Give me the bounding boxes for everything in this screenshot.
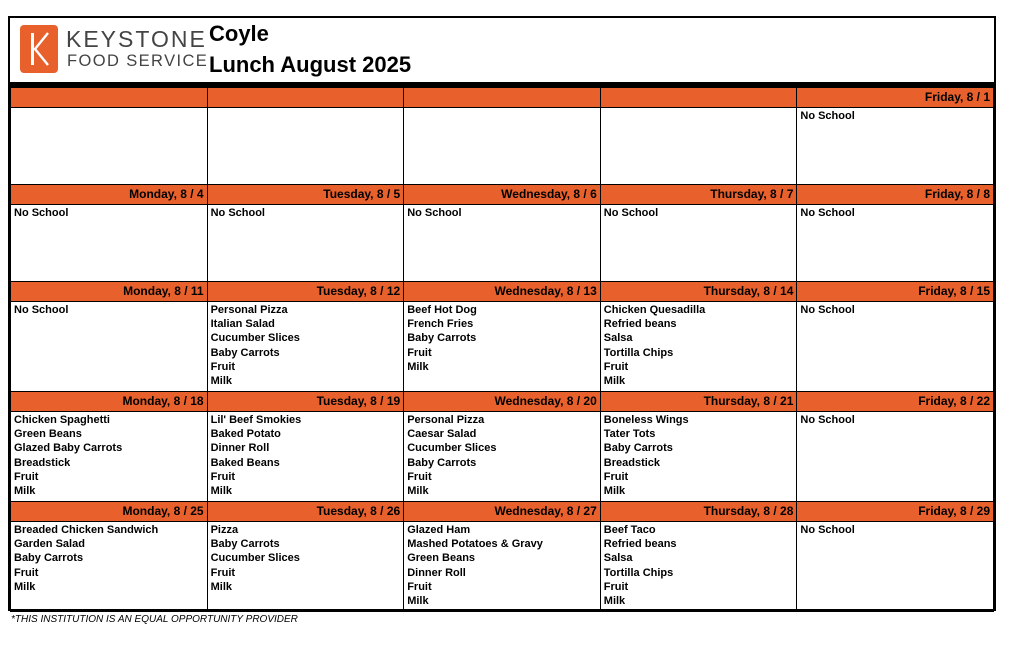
menu-item: Baby Carrots bbox=[603, 442, 673, 455]
day-menu-cell bbox=[207, 205, 404, 282]
day-menu-cell bbox=[797, 205, 994, 282]
menu-item: Salsa bbox=[603, 552, 633, 565]
week-menu-row bbox=[11, 302, 994, 392]
week-header-row bbox=[11, 502, 994, 522]
day-menu-cell bbox=[11, 412, 208, 502]
day-menu-cell bbox=[600, 108, 797, 185]
menu-item: Milk bbox=[603, 375, 626, 388]
menu-item: Fruit bbox=[210, 360, 236, 373]
day-menu-cell bbox=[404, 108, 601, 185]
day-header bbox=[11, 88, 208, 108]
menu-item: Milk bbox=[603, 485, 626, 498]
day-menu-cell bbox=[797, 522, 994, 612]
menu-item: Milk bbox=[210, 375, 232, 388]
menu-item: Salsa bbox=[603, 332, 633, 345]
menu-item: Mashed Potatoes & Gravy bbox=[407, 538, 543, 551]
menu-item: Cucumber Slices bbox=[407, 442, 497, 455]
day-header: Monday, 8 / 18 bbox=[11, 392, 208, 412]
menu-item: No School bbox=[800, 304, 855, 316]
menu-item: No School bbox=[210, 207, 265, 219]
day-menu-cell bbox=[207, 302, 404, 392]
day-menu-cell bbox=[404, 302, 601, 392]
day-header: Wednesday, 8 / 20 bbox=[404, 392, 601, 412]
menu-item: Garden Salad bbox=[14, 538, 85, 551]
menu-item: Milk bbox=[14, 580, 36, 593]
day-menu-cell bbox=[797, 108, 994, 185]
week-header-row bbox=[11, 282, 994, 302]
week-menu-row bbox=[11, 108, 994, 185]
day-menu-cell bbox=[11, 302, 208, 392]
menu-item: Cucumber Slices bbox=[210, 552, 300, 565]
day-header: Monday, 8 / 11 bbox=[11, 282, 208, 302]
menu-item: No School bbox=[800, 524, 855, 536]
menu-item: No School bbox=[407, 207, 462, 219]
menu-item: Fruit bbox=[14, 470, 39, 483]
header bbox=[10, 18, 994, 82]
day-menu-cell bbox=[600, 522, 797, 612]
day-header: Thursday, 8 / 28 bbox=[600, 502, 797, 522]
menu-item: Tortilla Chips bbox=[603, 566, 674, 579]
day-header: Friday, 8 / 8 bbox=[797, 185, 994, 205]
menu-item: Caesar Salad bbox=[407, 428, 477, 441]
menu-item: Personal Pizza bbox=[210, 304, 288, 316]
day-header: Friday, 8 / 15 bbox=[797, 282, 994, 302]
day-menu-cell bbox=[600, 412, 797, 502]
menu-item: Baby Carrots bbox=[14, 552, 84, 565]
menu-item: Lil' Beef Smokies bbox=[210, 414, 302, 426]
menu-item: Green Beans bbox=[14, 428, 82, 441]
day-header: Wednesday, 8 / 27 bbox=[404, 502, 601, 522]
menu-item: Fruit bbox=[603, 580, 629, 593]
day-header: Wednesday, 8 / 6 bbox=[404, 185, 601, 205]
menu-item: Milk bbox=[407, 595, 429, 608]
menu-item: Tater Tots bbox=[603, 428, 656, 441]
menu-item: Refried beans bbox=[603, 318, 677, 331]
day-menu-cell bbox=[600, 205, 797, 282]
menu-item: Breadstick bbox=[14, 456, 71, 469]
day-header: Monday, 8 / 4 bbox=[11, 185, 208, 205]
menu-item: Fruit bbox=[14, 566, 39, 579]
menu-item: Refried beans bbox=[603, 538, 677, 551]
keystone-logo-icon bbox=[20, 25, 58, 73]
menu-item: Milk bbox=[603, 595, 626, 608]
calendar-grid bbox=[10, 87, 994, 609]
brand-subtitle: FOOD SERVICE bbox=[67, 52, 209, 70]
menu-item: Baked Potato bbox=[210, 428, 281, 441]
day-menu-cell bbox=[11, 108, 208, 185]
day-menu-cell bbox=[207, 412, 404, 502]
menu-item: Baby Carrots bbox=[407, 456, 477, 469]
school-name: Coyle bbox=[209, 21, 269, 46]
day-header: Wednesday, 8 / 13 bbox=[404, 282, 601, 302]
menu-item: Breaded Chicken Sandwich bbox=[14, 524, 159, 536]
menu-item: Breadstick bbox=[603, 456, 661, 469]
menu-item: Beef Hot Dog bbox=[407, 304, 477, 316]
menu-item: Green Beans bbox=[407, 552, 476, 565]
calendar-table bbox=[10, 87, 994, 612]
menu-item: Italian Salad bbox=[210, 318, 275, 331]
day-menu-cell bbox=[404, 205, 601, 282]
week-header-row bbox=[11, 88, 994, 108]
menu-item: No School bbox=[800, 207, 855, 219]
menu-item: Milk bbox=[14, 485, 36, 498]
day-menu-cell bbox=[797, 412, 994, 502]
menu-item: Chicken Quesadilla bbox=[603, 304, 706, 316]
menu-item: No School bbox=[14, 304, 69, 316]
day-header: Tuesday, 8 / 19 bbox=[207, 392, 404, 412]
menu-item: Milk bbox=[407, 360, 429, 373]
day-header bbox=[207, 88, 404, 108]
menu-item: Personal Pizza bbox=[407, 414, 485, 426]
day-header: Thursday, 8 / 21 bbox=[600, 392, 797, 412]
week-header-row bbox=[11, 185, 994, 205]
day-header: Friday, 8 / 1 bbox=[797, 88, 994, 108]
menu-item: Cucumber Slices bbox=[210, 332, 300, 345]
day-header: Friday, 8 / 22 bbox=[797, 392, 994, 412]
day-header bbox=[600, 88, 797, 108]
day-header bbox=[404, 88, 601, 108]
day-menu-cell bbox=[404, 412, 601, 502]
menu-item: Fruit bbox=[603, 470, 629, 483]
menu-item: Boneless Wings bbox=[603, 414, 689, 426]
menu-item: No School bbox=[603, 207, 659, 219]
menu-item: Glazed Baby Carrots bbox=[14, 442, 123, 455]
menu-item: French Fries bbox=[407, 318, 474, 331]
day-menu-cell bbox=[600, 302, 797, 392]
menu-item: Fruit bbox=[407, 580, 432, 593]
menu-item: Pizza bbox=[210, 524, 239, 536]
day-header: Monday, 8 / 25 bbox=[11, 502, 208, 522]
menu-item: Dinner Roll bbox=[210, 442, 270, 455]
day-menu-cell bbox=[207, 108, 404, 185]
page-title: Lunch August 2025 bbox=[209, 52, 412, 77]
menu-item: Fruit bbox=[210, 470, 236, 483]
menu-item: Baked Beans bbox=[210, 456, 280, 469]
day-menu-cell bbox=[797, 302, 994, 392]
menu-item: Glazed Ham bbox=[407, 524, 471, 536]
menu-item: Baby Carrots bbox=[210, 538, 280, 551]
day-header: Tuesday, 8 / 12 bbox=[207, 282, 404, 302]
menu-sheet bbox=[8, 16, 996, 611]
day-header: Thursday, 8 / 7 bbox=[600, 185, 797, 205]
day-header: Thursday, 8 / 14 bbox=[600, 282, 797, 302]
day-menu-cell bbox=[11, 522, 208, 612]
week-menu-row bbox=[11, 205, 994, 282]
week-menu-row bbox=[11, 412, 994, 502]
day-menu-cell bbox=[404, 522, 601, 612]
menu-item: Milk bbox=[210, 580, 232, 593]
menu-item: Chicken Spaghetti bbox=[14, 414, 110, 426]
day-header: Tuesday, 8 / 26 bbox=[207, 502, 404, 522]
menu-item: No School bbox=[800, 414, 855, 426]
week-menu-row bbox=[11, 522, 994, 612]
menu-item: Dinner Roll bbox=[407, 566, 466, 579]
week-header-row bbox=[11, 392, 994, 412]
day-header: Friday, 8 / 29 bbox=[797, 502, 994, 522]
menu-item: Milk bbox=[407, 485, 429, 498]
menu-item: Fruit bbox=[210, 566, 236, 579]
menu-item: Tortilla Chips bbox=[603, 346, 674, 359]
menu-item: Baby Carrots bbox=[407, 332, 477, 345]
menu-item: Fruit bbox=[407, 470, 432, 483]
menu-item: Milk bbox=[210, 485, 232, 498]
menu-item: Fruit bbox=[603, 360, 629, 373]
menu-item: Baby Carrots bbox=[210, 346, 280, 359]
menu-item: No School bbox=[14, 207, 69, 219]
menu-item: Fruit bbox=[407, 346, 432, 359]
brand-name: KEYSTONE bbox=[66, 26, 207, 52]
menu-item: No School bbox=[800, 110, 855, 122]
menu-item: Beef Taco bbox=[603, 524, 656, 536]
day-header: Tuesday, 8 / 5 bbox=[207, 185, 404, 205]
day-menu-cell bbox=[11, 205, 208, 282]
footer-note: *THIS INSTITUTION IS AN EQUAL OPPORTUNITY PROVIDER bbox=[11, 614, 298, 625]
day-menu-cell bbox=[207, 522, 404, 612]
